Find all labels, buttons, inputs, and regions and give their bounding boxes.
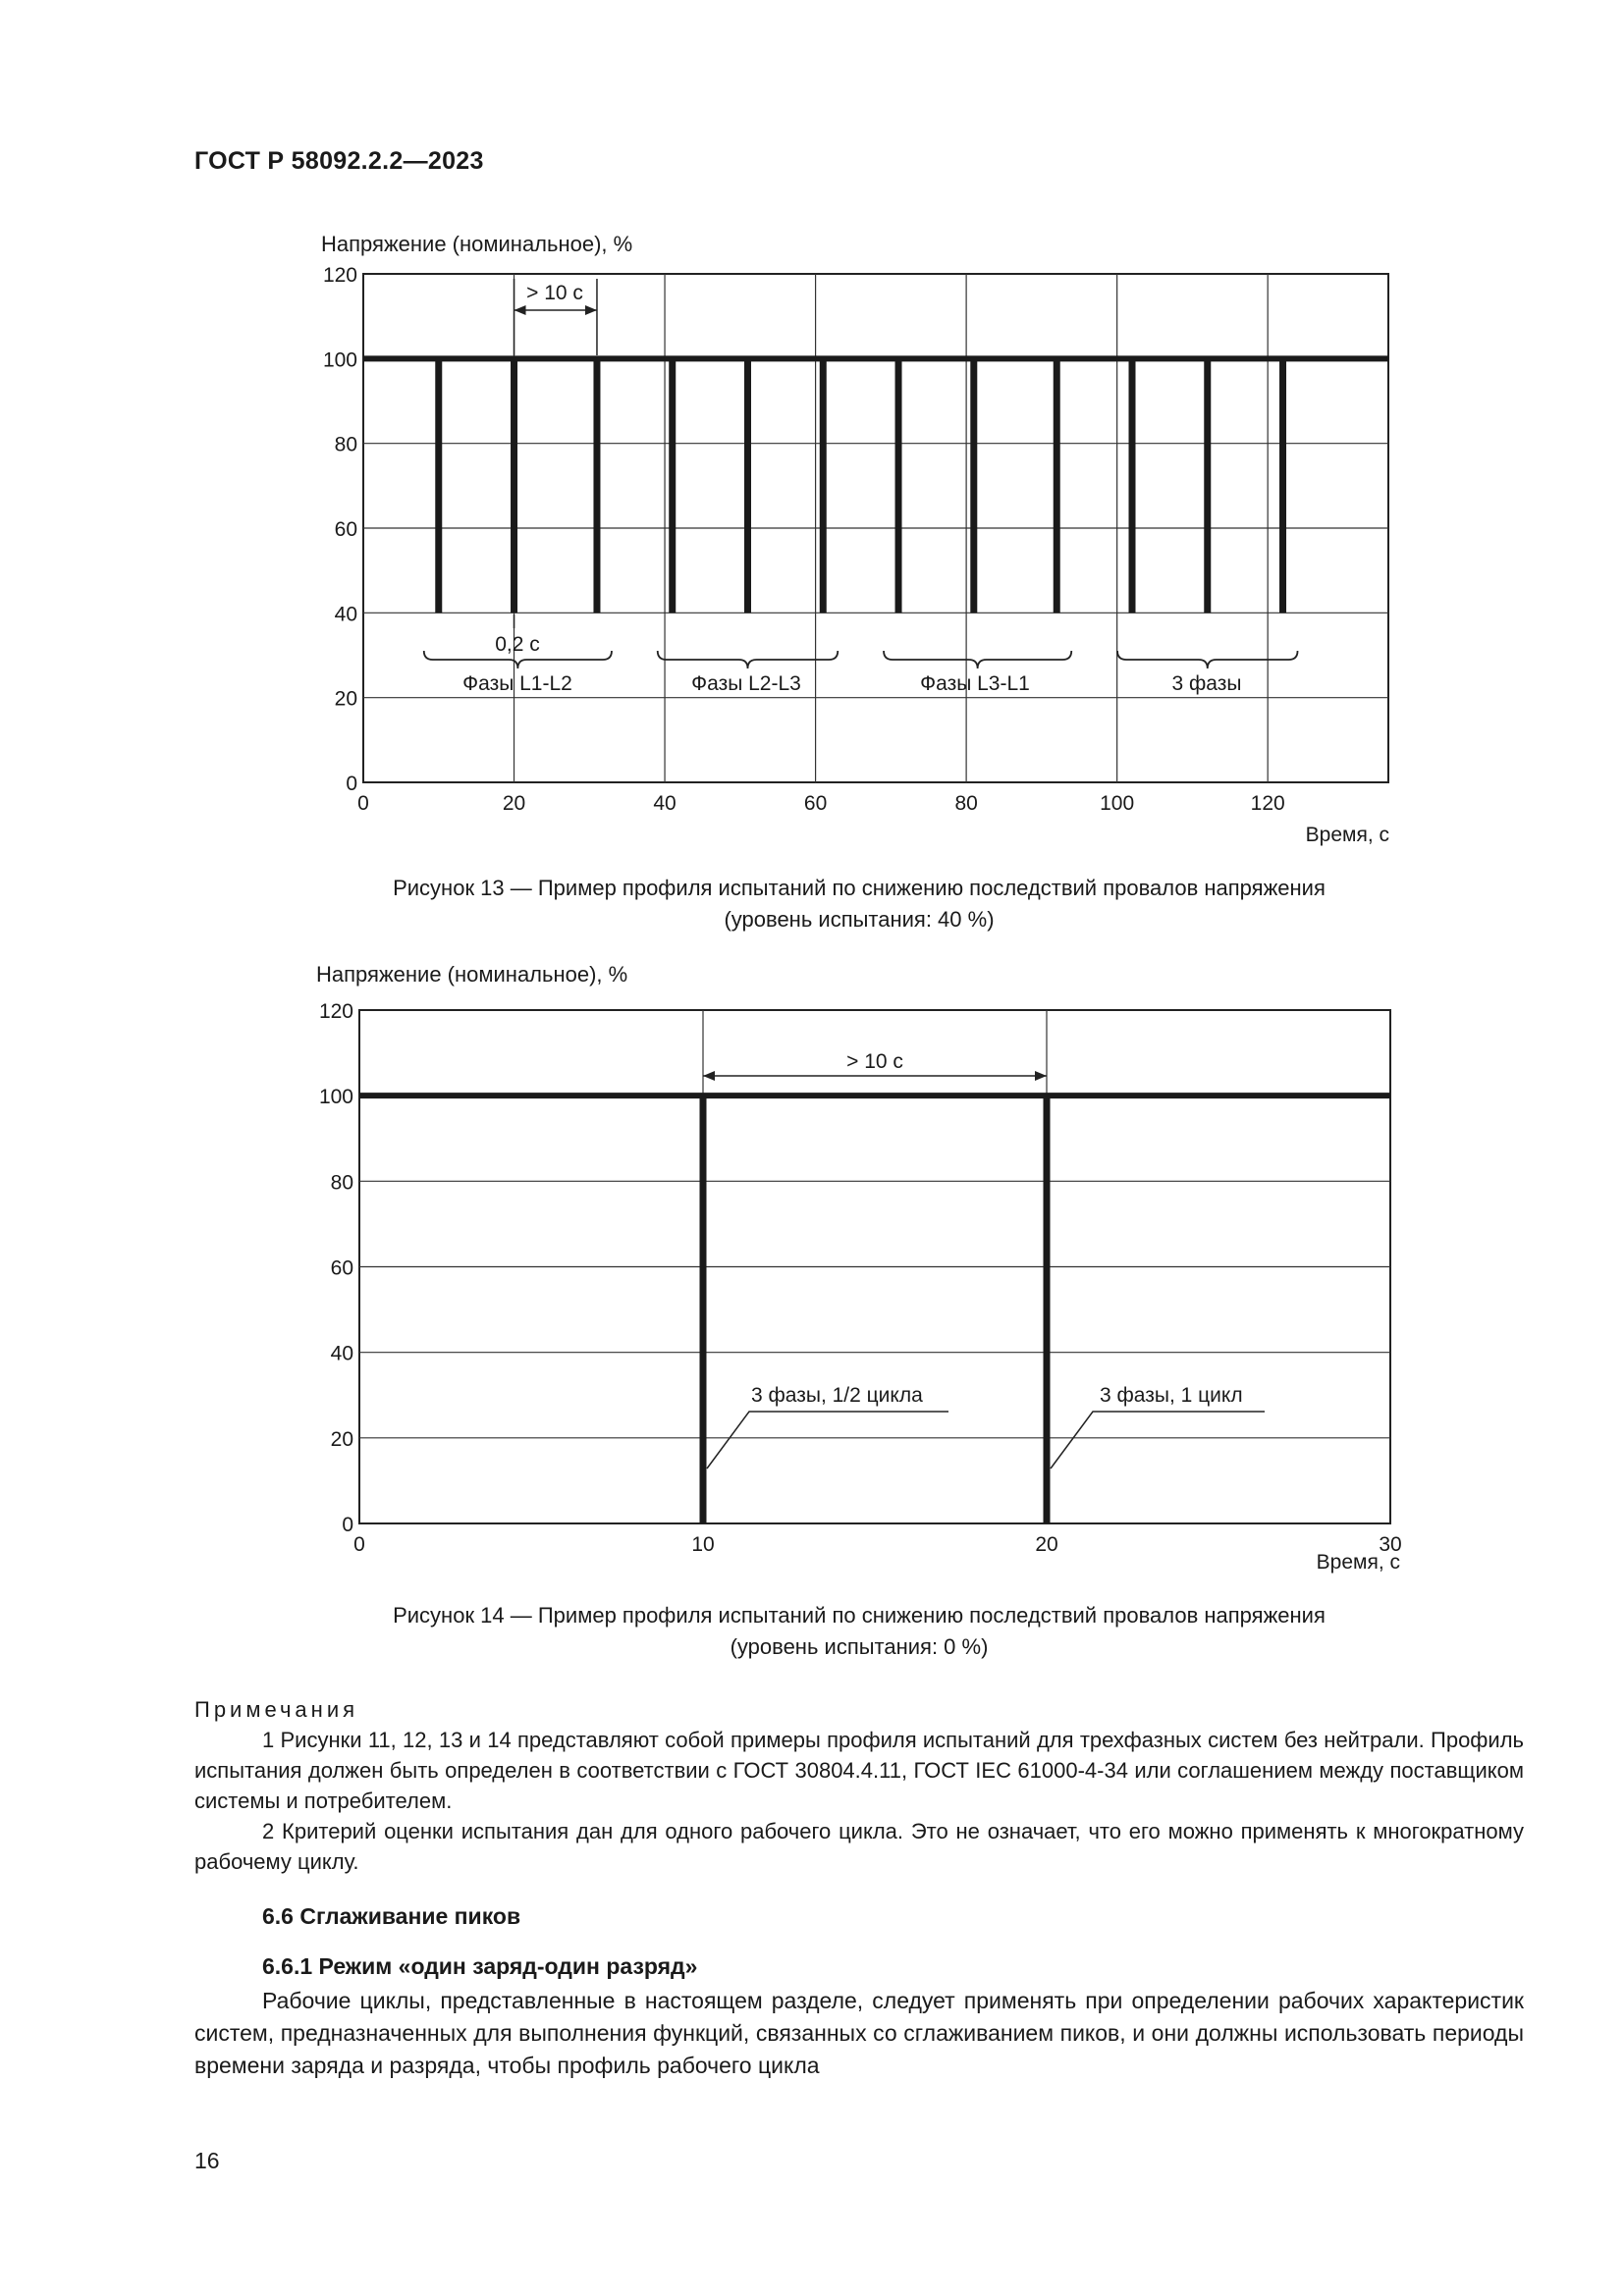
x-tick-label: 20: [1035, 1533, 1058, 1556]
figure-14-caption-line2: (уровень испытания: 0 %): [730, 1634, 989, 1659]
fig14-x-axis-title: Время, с: [1316, 1551, 1400, 1574]
section-paragraph: Рабочие циклы, представленные в настоящем разделе, следует применять при определении рабочих характеристик систем, предназначенных для выполнения функций, связанных со сглаживанием пиков, и они должны использовать периоды времени заряда и разряда, чтобы профиль рабочего цикла: [194, 1988, 1524, 2078]
x-tick-label: 60: [803, 792, 828, 815]
y-tick-label: 0: [342, 1514, 353, 1536]
x-tick-label: 0: [353, 1533, 365, 1556]
y-tick-label: 60: [330, 1256, 353, 1280]
figure-13-caption-line2: (уровень испытания: 40 %): [724, 907, 995, 932]
fig13-y-axis-title: Напряжение (номинальное), %: [321, 232, 633, 256]
y-tick-label: 120: [318, 1000, 353, 1023]
x-tick-label: 10: [691, 1533, 715, 1556]
x-tick-label: 40: [653, 792, 677, 815]
x-tick-label: 0: [357, 792, 369, 815]
y-tick-label: 60: [334, 518, 357, 541]
annotation-leader-2: [1051, 1412, 1265, 1468]
fig14-gap-label: > 10 с: [846, 1050, 903, 1073]
fig13-dip-label: 0,2 с: [495, 633, 540, 656]
x-tick-label: 80: [954, 792, 978, 815]
y-tick-label: 40: [330, 1342, 353, 1365]
x-tick-label: 30: [1379, 1533, 1402, 1556]
figure-14-caption: [194, 1600, 1524, 1663]
figure-13-caption-line1: Рисунок 13 — Пример профиля испытаний по снижению последствий провалов напряжения: [393, 876, 1326, 900]
document-header: ГОСТ Р 58092.2.2—2023: [194, 147, 484, 175]
fig13-group-label-2: Фазы L2-L3: [691, 672, 801, 695]
notes-block: [194, 1694, 1524, 1877]
y-tick-label: 80: [330, 1171, 353, 1195]
y-tick-label: 0: [346, 773, 357, 795]
y-tick-label: 120: [322, 264, 357, 287]
fig13-x-axis-title: Время, с: [1305, 824, 1389, 846]
note-2: 2 Критерий оценки испытания дан для одного рабочего цикла. Это не означает, что его можно применять к многократному рабочему циклу.: [194, 1819, 1524, 1874]
figure-14-caption-line1: Рисунок 14 — Пример профиля испытаний по снижению последствий провалов напряжения: [393, 1603, 1326, 1628]
section-paragraph-block: [194, 1985, 1524, 2082]
y-tick-label: 40: [334, 603, 357, 626]
fig13-gap-label: > 10 с: [526, 282, 583, 304]
subsection-heading: 6.6.1 Режим «один заряд-один разряд»: [262, 1953, 698, 1979]
x-tick-label: 100: [1100, 792, 1135, 815]
y-tick-label: 100: [318, 1086, 353, 1109]
notes-heading: Примечания: [194, 1697, 359, 1722]
section-heading: 6.6 Сглаживание пиков: [262, 1903, 521, 1929]
fig13-group-label-1: Фазы L1-L2: [462, 672, 572, 695]
y-tick-label: 20: [330, 1427, 353, 1451]
annotation-leader-1: [707, 1412, 948, 1468]
gap-arrowhead-left: [703, 1071, 715, 1081]
fig13-group-label-4: 3 фазы: [1171, 672, 1242, 695]
y-tick-label: 20: [334, 687, 357, 711]
fig14-y-axis-title: Напряжение (номинальное), %: [316, 962, 628, 987]
x-tick-label: 120: [1250, 792, 1285, 815]
gap-arrowhead-right: [1035, 1071, 1047, 1081]
y-tick-label: 80: [334, 433, 357, 456]
fig14-annotation-1: 3 фазы, 1/2 цикла: [751, 1384, 923, 1407]
fig14-annotation-2: 3 фазы, 1 цикл: [1100, 1384, 1243, 1407]
note-1: 1 Рисунки 11, 12, 13 и 14 представляют собой примеры профиля испытаний для трехфазных систем без нейтрали. Профиль испытания должен быть определен в соответствии с ГОСТ 30804.4.11, ГОСТ IEC 61000-4-34 или соглашением между поставщиком системы и потребителем.: [194, 1728, 1524, 1813]
y-tick-label: 100: [322, 348, 357, 372]
x-tick-label: 20: [502, 792, 526, 815]
page-number: 16: [194, 2148, 220, 2173]
fig13-group-label-3: Фазы L3-L1: [920, 672, 1030, 695]
